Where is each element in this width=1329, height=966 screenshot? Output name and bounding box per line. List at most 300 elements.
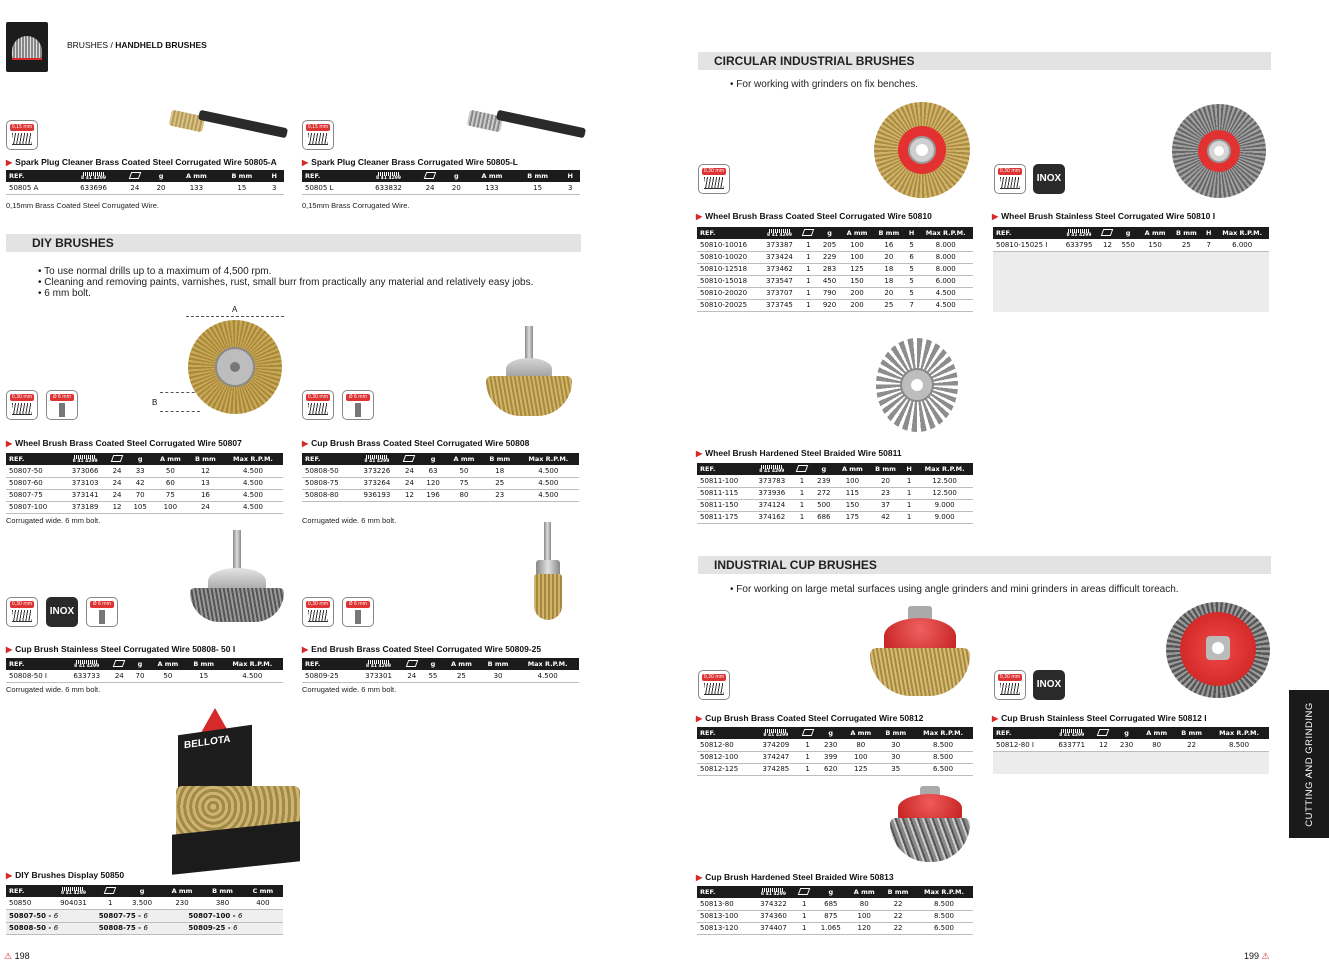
box-icon [401,658,423,670]
product-note-50809-25: Corrugated wide. 6 mm bolt. [302,685,397,694]
wheel-brush-image [188,320,282,414]
table-cell: 24 [107,489,128,501]
display-brand-label: BELLOTA [184,733,231,752]
dimension-a-line [186,316,284,317]
table-cell: 80 [843,739,878,751]
box-icon [799,227,818,239]
table-row [302,182,580,194]
spec-table-50812i [993,727,1269,752]
table-cell: 200 [841,287,873,299]
end-brush-image [530,522,566,624]
stainless-cup-brush-image [1166,602,1270,698]
table-filler [993,752,1269,774]
table-row [697,275,973,287]
bolt-size-icon: Ø 6 mm [342,597,374,627]
table-cell: 5 [905,239,919,251]
table-row [697,922,973,934]
table-cell: 42 [127,477,152,489]
table-cell: 1 [902,511,916,523]
table-cell: 4.500 [222,670,283,682]
table-cell: 15 [515,182,561,194]
table-cell: 23 [869,487,902,499]
table-header: REF. 8 41 4299 g A mm B mm Max R.P.M. [993,727,1269,739]
table-row [697,898,973,910]
table-cell: 230 [1114,739,1139,751]
table-cell: 920 [818,299,841,311]
table-cell: 373066 [64,465,107,477]
table-cell: 4.500 [223,489,283,501]
table-cell: 24 [401,670,423,682]
section-title-circular: CIRCULAR INDUSTRIAL BRUSHES [698,52,1271,70]
table-row [697,763,973,775]
table-cell: 24 [109,670,130,682]
table-cell: 50812-100 [697,751,755,763]
table-cell: 50807-75 [6,489,64,501]
table-row [6,670,283,682]
table-cell: 100 [153,501,188,513]
table-cell: 30 [878,739,913,751]
table-cell: 1 [792,499,812,511]
table-cell: 50811-150 [697,499,752,511]
table-cell: 4.500 [918,299,973,311]
table-cell: 20 [444,182,469,194]
table-row [697,739,973,751]
product-title-50809-25: ▶ End Brush Brass Coated Steel Corrugated Wire 50809-25 [302,644,542,654]
table-cell: 8.500 [915,898,973,910]
table-cell: 50813-120 [697,922,753,934]
table-cell: 374209 [755,739,798,751]
table-cell: 1 [799,287,818,299]
table-cell: 55 [423,670,443,682]
spec-table-50810 [697,227,973,312]
table-cell: 6.000 [918,275,973,287]
category-icon [6,22,48,72]
table-cell: 50812-80 [697,739,755,751]
table-cell: 1 [799,275,818,287]
table-cell: 50807-100 - 6 [185,910,283,922]
table-cell: 373301 [356,670,401,682]
table-cell: 25 [443,670,480,682]
table-row [302,489,579,501]
box-icon [109,658,130,670]
table-cell: 22 [881,898,915,910]
spark-plug-brush-image [466,105,586,145]
table-header: REF. 8 41 4299 g A mm B mm H [6,170,284,182]
table-cell: 686 [812,511,836,523]
table-cell: 1 [792,475,812,487]
page-number-right: 199 ⚠ [1244,951,1270,961]
spec-table-50809-25 [302,658,579,683]
table-row [302,477,579,489]
table-row [697,251,973,263]
table-cell: 4.500 [518,489,579,501]
table-cell: 50808-75 [302,477,355,489]
table-cell: 374247 [755,751,798,763]
table-cell: 100 [841,239,873,251]
table-cell: 133 [174,182,219,194]
table-cell: 50808-75 - 6 [96,922,186,934]
table-cell: 500 [812,499,836,511]
table-cell: 620 [818,763,843,775]
table-cell: 936193 [355,489,399,501]
table-cell: 50811-100 [697,475,752,487]
table-cell: 904031 [49,897,98,909]
box-icon [399,453,420,465]
table-row [697,287,973,299]
table-cell: 22 [881,910,915,922]
table-cell: 230 [162,897,203,909]
barcode-icon: 8 41 4299 [760,227,799,239]
table-header: REF. 8 41 4299 g A mm B mm Max R.P.M. [6,658,283,670]
table-cell: 24 [121,182,148,194]
table-cell: 633795 [1060,239,1098,251]
table-cell: 50807-60 [6,477,64,489]
table-cell: 1 [799,299,818,311]
braided-wheel-brush-image [876,338,958,432]
table-cell: 6.500 [915,922,973,934]
table-cell: 75 [446,477,482,489]
dimension-b-line [160,392,200,412]
table-cell: 15 [219,182,264,194]
table-cell: 23 [482,489,518,501]
table-cell: 230 [818,739,843,751]
table-cell: 373103 [64,477,107,489]
table-cell: 12 [399,489,420,501]
table-cell: 373707 [760,287,799,299]
barcode-icon: 8 41 4299 [64,453,107,465]
table-row [697,475,973,487]
barcode-icon: 8 41 4299 [355,453,399,465]
table-cell: 20 [148,182,173,194]
barcode-icon: 8 41 4299 [356,658,401,670]
brass-wheel-brush-image [874,102,970,198]
table-cell: 63 [420,465,446,477]
side-tab-label: CUTTING AND GRINDING [1303,701,1315,827]
table-cell: 37 [869,499,902,511]
box-icon [1093,727,1114,739]
table-cell: 374407 [753,922,794,934]
product-title-50810: ▶ Wheel Brush Brass Coated Steel Corrugated Wire 50810 [696,211,932,221]
spec-table-50808 [302,453,579,502]
table-cell: 50 [446,465,482,477]
section-title-diy: DIY BRUSHES [6,234,581,252]
table-cell: 373189 [64,501,107,513]
table-row [697,239,973,251]
wire-thickness-icon: 0,30 mm [698,164,730,194]
table-cell: 22 [1174,739,1209,751]
table-cell: 4.500 [516,670,579,682]
product-note-50807: Corrugated wide. 6 mm bolt. [6,516,101,525]
table-cell: 50808-80 [302,489,355,501]
spec-table-50805a [6,170,284,195]
table-cell: 6.000 [1215,239,1269,251]
table-cell: 50813-80 [697,898,753,910]
wire-thickness-icon: 0,30 mm [6,597,38,627]
table-row [993,739,1269,751]
table-cell: 16 [873,239,905,251]
table-cell: 20 [873,287,905,299]
table-cell: 450 [818,275,841,287]
table-cell: 5 [905,287,919,299]
table-cell: 6 [905,251,919,263]
table-cell: 4.500 [223,477,283,489]
braided-cup-brush-image [890,786,970,864]
table-cell: 50 [153,465,188,477]
table-cell: 100 [847,910,881,922]
table-cell: 374285 [755,763,798,775]
bolt-size-icon: Ø 6 mm [342,390,374,420]
table-cell: 12 [188,465,223,477]
table-cell: 373424 [760,251,799,263]
table-cell: 18 [873,263,905,275]
table-cell: 50807-100 [6,501,64,513]
table-cell: 22 [881,922,915,934]
table-cell: 30 [480,670,517,682]
table-cell: 272 [812,487,836,499]
table-cell: 373264 [355,477,399,489]
table-cell: 13 [188,477,223,489]
table-cell: 80 [446,489,482,501]
product-title-50805l: ▶ Spark Plug Cleaner Brass Corrugated Wire 50805-L [302,157,518,167]
bolt-size-icon: Ø 6 mm [46,390,78,420]
spec-table-50813 [697,886,973,935]
product-title-50808-50i: ▶ Cup Brush Stainless Steel Corrugated Wire 50808- 50 I [6,644,236,654]
table-cell: 24 [107,477,128,489]
table-row [6,182,284,194]
table-cell: 25 [1171,239,1202,251]
wire-thickness-icon: 0,30 mm [994,164,1026,194]
table-row [302,670,579,682]
table-cell: 50810-10020 [697,251,760,263]
table-row [697,751,973,763]
table-row [6,489,283,501]
breadcrumb-category: BRUSHES / [67,40,116,50]
section-bullets-cup: • For working on large metal surfaces using angle grinders and mini grinders in areas difficult toreach. [730,584,1179,595]
table-cell: 120 [420,477,446,489]
table-row [697,263,973,275]
table-cell: 12.500 [916,487,973,499]
table-cell: 633771 [1050,739,1093,751]
stainless-wheel-brush-image [1172,104,1266,198]
table-cell: 1 [797,751,818,763]
table-cell: 15 [186,670,222,682]
table-cell: 25 [873,299,905,311]
table-cell: 685 [814,898,847,910]
table-cell: 50812-80 I [993,739,1050,751]
barcode-icon: 8 41 4299 [65,658,109,670]
table-cell: 5 [905,275,919,287]
table-cell: 75 [153,489,188,501]
table-header: REF. 8 41 4299 g A mm B mm H Max R.P.M. [993,227,1269,239]
table-cell: 50810-15018 [697,275,760,287]
barcode-icon: 8 41 4299 [753,886,794,898]
table-cell: 283 [818,263,841,275]
wire-thickness-icon: 0,30 mm [698,670,730,700]
table-cell: 1 [98,897,122,909]
table-cell: 1.065 [814,922,847,934]
table-row [6,501,283,513]
table-cell: 12 [107,501,128,513]
table-row [6,910,283,922]
spec-table-50810i [993,227,1269,252]
breadcrumb [67,40,207,50]
table-row [993,239,1269,251]
table-cell: 1 [792,487,812,499]
table-cell: 50810-12518 [697,263,760,275]
table-cell: 229 [818,251,841,263]
table-cell: 150 [841,275,873,287]
product-title-50808: ▶ Cup Brush Brass Coated Steel Corrugated Wire 50808 [302,438,530,448]
table-cell: 373783 [752,475,792,487]
table-row [697,487,973,499]
table-cell: 4.500 [518,477,579,489]
table-cell: 105 [127,501,152,513]
section-title-cup: INDUSTRIAL CUP BRUSHES [698,556,1271,574]
table-cell: 1 [902,475,916,487]
table-cell: 374360 [753,910,794,922]
table-cell: 12.500 [916,475,973,487]
barcode-icon: 8 41 4299 [752,463,792,475]
section-bullets-diy: • To use normal drills up to a maximum of 4,500 rpm. • Cleaning and removing paints, varnishes, rust, small burr from practically any material and relatively easy jobs. • 6 mm bolt. [38,266,534,299]
table-cell: 50807-50 [6,465,64,477]
table-cell: 133 [469,182,515,194]
table-cell: 50808-50 I [6,670,65,682]
spec-table-50805l [302,170,580,195]
box-icon [1098,227,1117,239]
product-title-50805a: ▶ Spark Plug Cleaner Brass Coated Steel Corrugated Wire 50805-A [6,157,277,167]
table-header: REF. 8 41 4299 g A mm B mm H [302,170,580,182]
table-cell: 50810-20025 [697,299,760,311]
table-cell: 120 [847,922,881,934]
table-cell: 239 [812,475,836,487]
display-stand-image [172,708,302,868]
table-cell: 25 [482,477,518,489]
table-cell: 7 [905,299,919,311]
table-header: REF. 8 41 4299 g A mm B mm C mm [6,885,283,897]
box-icon [121,170,148,182]
table-cell: 35 [878,763,913,775]
table-cell: 8.000 [918,239,973,251]
display-contents-table [6,910,283,935]
table-cell: 12 [1098,239,1117,251]
box-icon [107,453,128,465]
spec-table-50811 [697,463,973,524]
table-cell: 400 [243,897,283,909]
barcode-icon: 8 41 4299 [1050,727,1093,739]
table-cell: 100 [843,751,878,763]
table-cell: 50811-175 [697,511,752,523]
table-cell: 1 [902,499,916,511]
table-cell: 1 [797,739,818,751]
barcode-icon: 8 41 4299 [1060,227,1098,239]
table-cell: 3 [560,182,580,194]
table-cell: 115 [836,487,869,499]
table-cell: 12 [1093,739,1114,751]
table-cell: 24 [416,182,443,194]
table-cell: 200 [841,299,873,311]
product-note-50808-50i: Corrugated wide. 6 mm bolt. [6,685,101,694]
table-cell: 18 [873,275,905,287]
table-cell: 8.500 [1209,739,1269,751]
table-cell: 7 [1202,239,1215,251]
table-cell: 1 [794,898,814,910]
table-header: REF. 8 41 4299 g A mm B mm Max R.P.M. [697,886,973,898]
product-title-50812i: ▶ Cup Brush Stainless Steel Corrugated Wire 50812 I [992,713,1207,723]
table-cell: 196 [420,489,446,501]
table-cell: 790 [818,287,841,299]
table-cell: 50810-10016 [697,239,760,251]
table-row [6,897,283,909]
table-row [697,299,973,311]
table-cell: 80 [1139,739,1174,751]
table-cell: 50809-25 - 6 [185,922,283,934]
table-cell: 9.000 [916,499,973,511]
breadcrumb-subcategory: HANDHELD BRUSHES [115,40,207,50]
table-cell: 50812-125 [697,763,755,775]
table-cell: 50809-25 [302,670,356,682]
table-cell: 175 [836,511,869,523]
product-title-50813: ▶ Cup Brush Hardened Steel Braided Wire 50813 [696,872,894,882]
table-header: REF. 8 41 4299 g A mm B mm Max R.P.M. [697,727,973,739]
table-cell: 3 [265,182,284,194]
table-cell: 50810-15025 I [993,239,1060,251]
table-cell: 80 [847,898,881,910]
table-cell: 24 [107,465,128,477]
table-header: REF. 8 41 4299 g A mm B mm Max R.P.M. [302,658,579,670]
spec-table-50808-50i [6,658,283,683]
table-cell: 3.500 [122,897,161,909]
table-cell: 24 [399,465,420,477]
table-cell: 24 [399,477,420,489]
table-cell: 50813-100 [697,910,753,922]
table-cell: 70 [127,489,152,501]
table-cell: 50807-75 - 6 [96,910,186,922]
table-cell: 374162 [752,511,792,523]
barcode-icon: 8 41 4299 [361,170,417,182]
product-title-50850: ▶ DIY Brushes Display 50850 [6,870,125,880]
table-cell: 374124 [752,499,792,511]
table-header: REF. 8 41 4299 g A mm B mm Max R.P.M. [302,453,579,465]
table-cell: 4.500 [918,287,973,299]
table-cell: 24 [188,501,223,513]
table-cell: 1 [799,263,818,275]
table-cell: 100 [841,251,873,263]
table-cell: 633733 [65,670,109,682]
table-cell: 50805 A [6,182,66,194]
product-title-50807: ▶ Wheel Brush Brass Coated Steel Corrugated Wire 50807 [6,438,242,448]
table-row [697,511,973,523]
table-cell: 20 [869,475,902,487]
table-cell: 100 [836,475,869,487]
product-title-50811: ▶ Wheel Brush Hardened Steel Braided Wire 50811 [696,448,902,458]
table-cell: 373226 [355,465,399,477]
table-cell: 373936 [752,487,792,499]
table-cell: 50808-50 [302,465,355,477]
table-header: REF. 8 41 4299 g A mm B mm H Max R.P.M. [697,227,973,239]
table-cell: 50 [150,670,186,682]
wire-thickness-icon: 0,15 mm [302,120,334,150]
table-cell: 50807-50 - 6 [6,910,96,922]
table-cell: 125 [843,763,878,775]
table-cell: 1 [794,910,814,922]
table-cell: 6.500 [913,763,973,775]
barcode-icon: 8 41 4299 [66,170,121,182]
table-cell: 8.500 [913,751,973,763]
box-icon [98,885,122,897]
spark-plug-brush-image [168,105,288,145]
spec-table-50812 [697,727,973,776]
table-cell: 50810-20020 [697,287,760,299]
